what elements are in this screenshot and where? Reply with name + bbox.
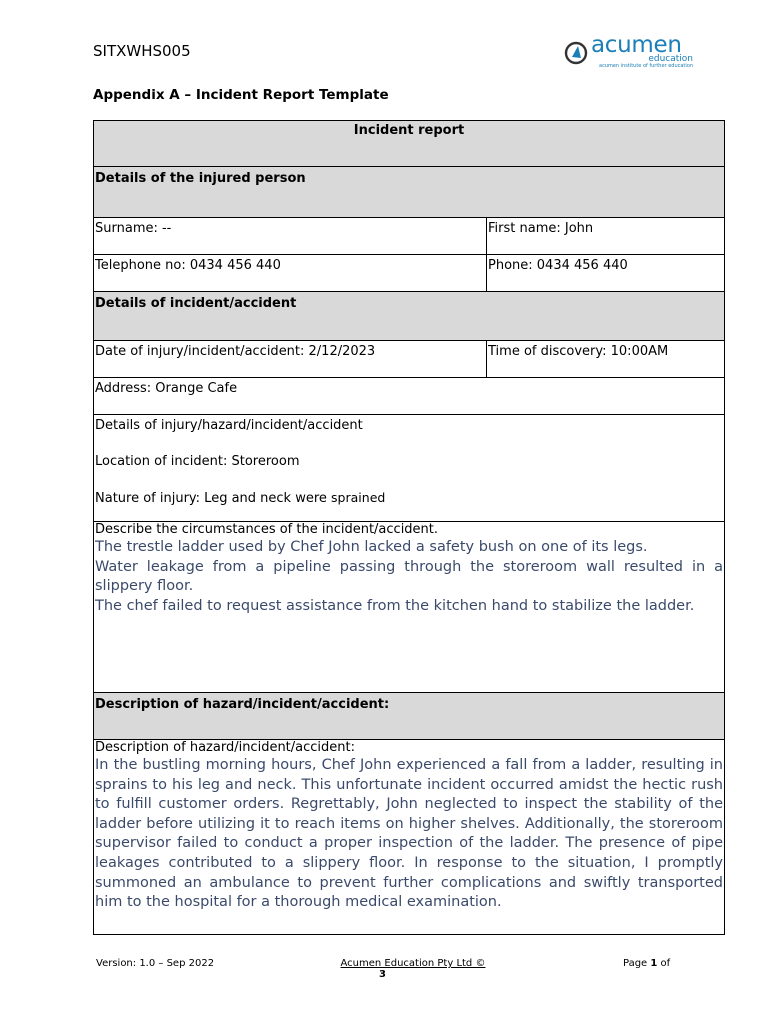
- description-cell: [94, 740, 725, 935]
- location-field: Location of incident: Storeroom: [95, 454, 300, 469]
- report-title: Incident report: [94, 121, 725, 167]
- footer-page-of: of: [657, 958, 671, 969]
- logo-emblem-icon: [563, 40, 589, 66]
- injury-details-label: Details of injury/hazard/incident/accident: [95, 418, 363, 433]
- date-field: Date of injury/incident/accident: 2/12/2023: [94, 341, 487, 378]
- footer-page: [623, 958, 670, 969]
- description-label: Description of hazard/incident/accident:: [95, 740, 355, 755]
- footer-page-total: 3: [379, 969, 386, 980]
- circumstance-line: Water leakage from a pipeline passing through the storeroom wall resulted in a slippery floor.: [95, 558, 723, 595]
- address-field: Address: Orange Cafe: [94, 378, 725, 415]
- section-incident-details: Details of incident/accident: [94, 292, 725, 341]
- injury-details-cell: [94, 415, 725, 522]
- circumstances-cell: [94, 522, 725, 693]
- description-text: In the bustling morning hours, Chef John experienced a fall from a ladder, resulting in sprains to his leg and neck. This unfortunate incident occurred amidst the hectic rush to fulfill customer orders. Regrettably, John neglected to inspect the stability of the ladder before utilizing it to reach items on higher shelves. Additionally, the storeroom supervisor failed to conduct a proper inspection of the ladder. The presence of pipe leakages contributed to a slippery floor. In response to the situation, I promptly summoned an ambulance to prevent further complications and swiftly transported him to the hospital for a thorough medical examination.: [95, 757, 723, 911]
- time-field: Time of discovery: 10:00AM: [487, 341, 725, 378]
- logo-subtitle: education: [648, 54, 693, 64]
- first-name-field: First name: John: [487, 218, 725, 255]
- nature-text: Nature of injury: Leg and neck were: [95, 491, 327, 506]
- incident-report-table: [93, 120, 725, 935]
- footer-version: Version: 1.0 – Sep 2022: [96, 958, 215, 969]
- circumstances-text: [95, 538, 723, 616]
- footer-company: Acumen Education Pty Ltd ©: [340, 958, 486, 969]
- surname-field: Surname: --: [94, 218, 487, 255]
- logo-tagline: acumen institute of further education: [599, 63, 694, 69]
- circumstances-label: Describe the circumstances of the incident/accident.: [95, 522, 439, 537]
- section-hazard-description: Description of hazard/incident/accident:: [94, 693, 725, 740]
- circumstance-line: The trestle ladder used by Chef John lacked a safety bush on one of its legs.: [95, 539, 648, 555]
- logo-wordmark: acumen: [591, 32, 682, 58]
- nature-of-injury: [95, 490, 723, 507]
- phone-field: Phone: 0434 456 440: [487, 255, 725, 292]
- section-injured-person: Details of the injured person: [94, 167, 725, 218]
- unit-code: SITXWHS005: [93, 42, 191, 60]
- footer-page-number: 1: [650, 958, 658, 969]
- acumen-logo: [563, 32, 703, 72]
- circumstance-line: The chef failed to request assistance from the kitchen hand to stabilize the ladder.: [95, 597, 695, 614]
- nature-sprained: sprained: [331, 490, 386, 505]
- appendix-title: Appendix A – Incident Report Template: [93, 87, 389, 103]
- telephone-field: Telephone no: 0434 456 440: [94, 255, 487, 292]
- footer-page-prefix: Page: [623, 958, 651, 969]
